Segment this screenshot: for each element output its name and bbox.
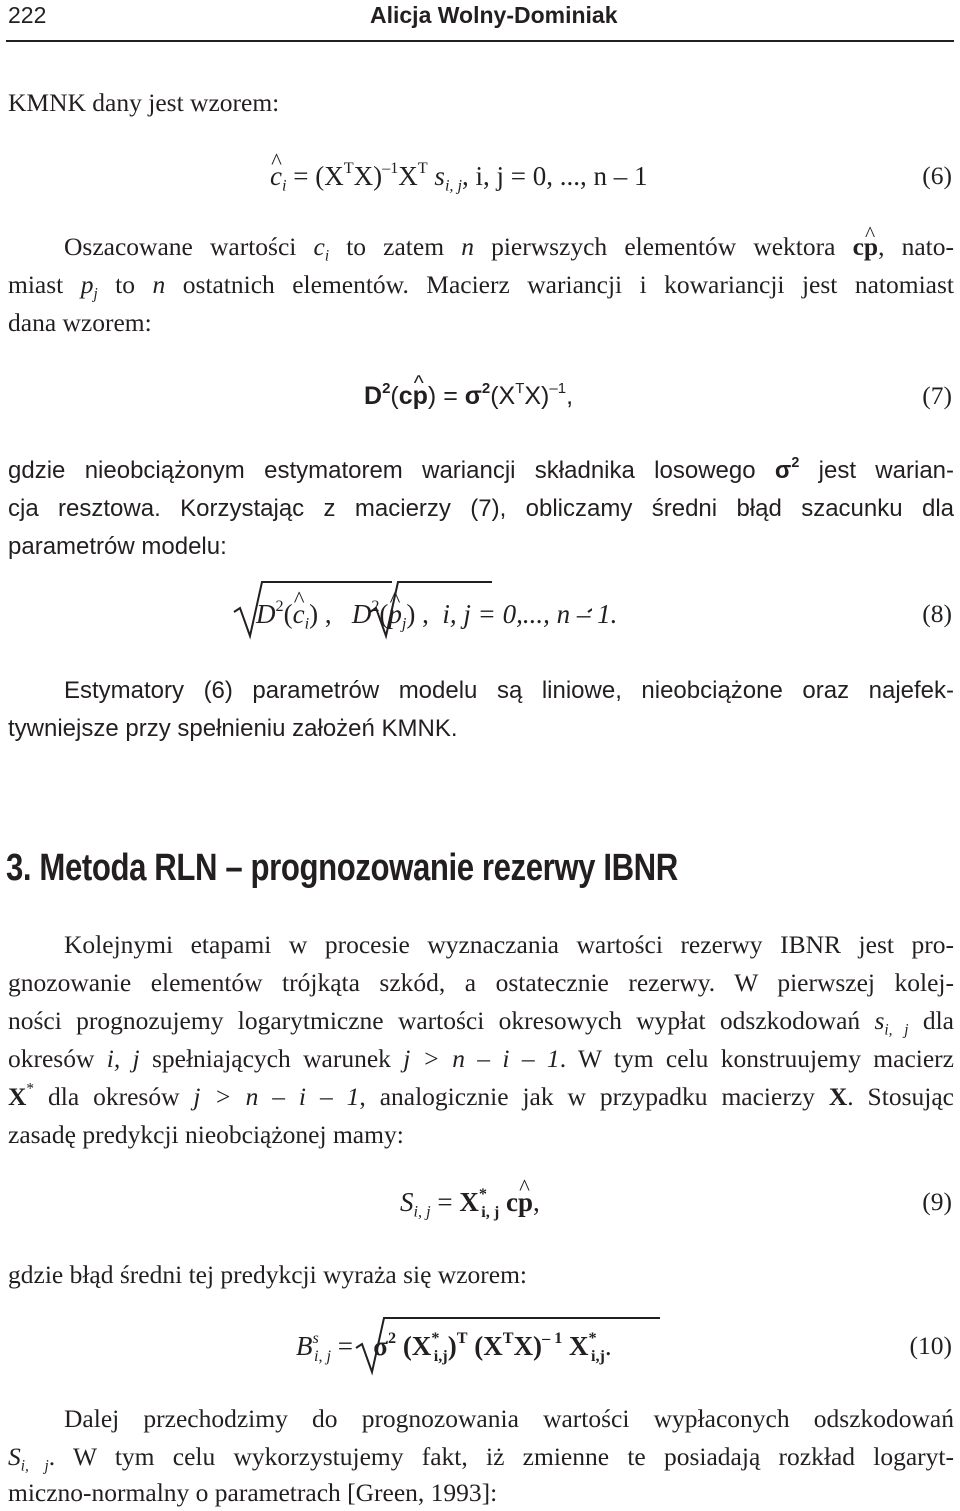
- equation-6-number: (6): [922, 161, 952, 190]
- para6-line1: Dalej przechodzimy do prognozowania wartości wypłaconych odszkodowań: [64, 1404, 954, 1433]
- para4-line4: okresów i, j spełniających warunek j > n – i – 1. W tym celu konstruujemy macierz: [8, 1044, 954, 1073]
- para4-line5: X* dla okresów j > n – i – 1, analogicznie jak w przypadku macierzy X. Stosując: [8, 1080, 954, 1111]
- header-rule: [6, 40, 954, 42]
- para3-line1: Estymatory (6) parametrów modelu są liniowe, nieobciążone oraz najefek-: [64, 677, 954, 704]
- page-number: 222: [8, 2, 47, 28]
- para5: gdzie błąd średni tej predykcji wyraża się wzorem:: [8, 1260, 528, 1289]
- para2-line3: parametrów modelu:: [8, 533, 227, 560]
- para1-line2: miast $p_j$ to n ostatnich elementów. Macierz wariancji i kowariancji jest natomiast: [8, 270, 954, 303]
- para1-line1: Oszacowane wartości $c_i$ to zatem n pierwszych elementów wektora c^ p, nato-: [64, 230, 954, 264]
- para3-line2: tywniejsze przy spełnieniu założeń KMNK.: [8, 715, 458, 742]
- equation-10: $B^s_{i, j} = \sigma^2$ $(X^*_{i,j})^T$ $(X^TX)^{- 1}$ $X^*_{i,j}$.: [296, 1328, 612, 1365]
- para2-line2: cja resztowa. Korzystając z macierzy (7), obliczamy średni błąd szacunku dla: [8, 495, 954, 522]
- equation-9: $S_{i, j} = X^*_{i, j}$ c^ p,: [400, 1182, 540, 1222]
- equation-10-number: (10): [909, 1331, 952, 1360]
- equation-9-number: (9): [922, 1187, 952, 1216]
- para4-line6: zasadę predykcji nieobciążonej mamy:: [8, 1120, 404, 1149]
- equation-7-number: (7): [922, 381, 952, 410]
- equation-8: $D^2(\^{}$ $c_i$) , $D^2(\^{}$ $p_j$) , i, j = 0,..., n – 1.: [256, 594, 617, 634]
- equation-7: $D^2(c\^{}$ $p) = \sigma^2(X^TX)^{-1}$,: [364, 376, 573, 416]
- para2-line1: gdzie nieobciążonym estymatorem wariancji składnika losowego $\sigma^2$ jest warian-: [8, 455, 954, 484]
- para6-line2: $S_{i, j}$. W tym celu wykorzystujemy fakt, iż zmienne te posiadają rozkład logaryt-: [8, 1442, 954, 1475]
- para4-line2: gnozowanie elementów trójkąta szkód, a ostatecznie rezerwy. W pierwszej kolej-: [8, 968, 954, 997]
- para4-line1: Kolejnymi etapami w procesie wyznaczania wartości rezerwy IBNR jest pro-: [64, 930, 954, 959]
- section-heading: 3. Metoda RLN – prognozowanie rezerwy IBNR: [6, 847, 678, 889]
- para4-line3: ności prognozujemy logarytmiczne wartości okresowych wypłat odszkodowań $s_{i, j}$ dla: [8, 1006, 954, 1039]
- kmnk-intro: KMNK dany jest wzorem:: [8, 88, 280, 117]
- equation-8-number: (8): [922, 599, 952, 628]
- running-header-author: Alicja Wolny-Dominiak: [370, 2, 618, 28]
- para1-line3: dana wzorem:: [8, 308, 152, 337]
- para6-line3: miczno-normalny o parametrach [Green, 1993]:: [8, 1478, 498, 1507]
- equation-6: ^ $c_i = (X^TX)^{-1}X^T$ $s_{i, j}$, i, j = 0, ..., n – 1: [270, 156, 648, 196]
